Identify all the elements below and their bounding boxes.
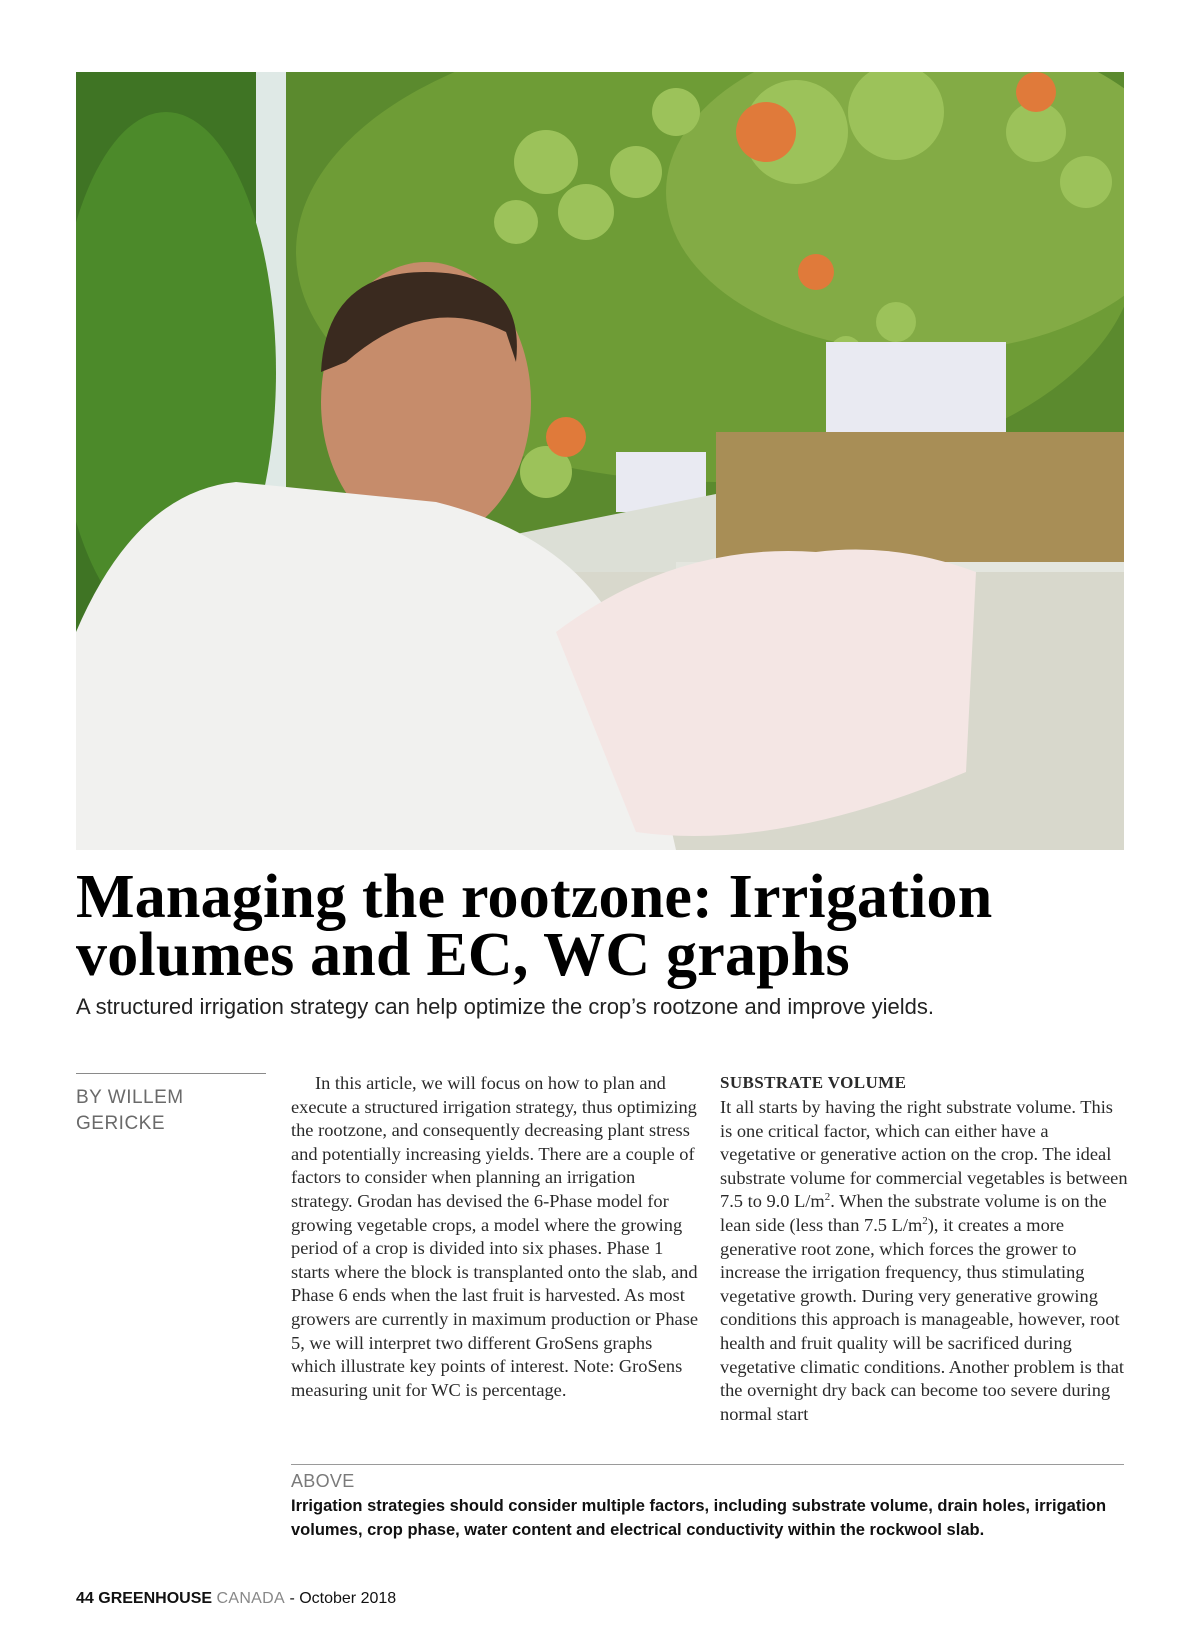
greenhouse-photo-icon <box>76 72 1124 850</box>
byline-divider <box>76 1073 266 1074</box>
page-number: 44 <box>76 1590 94 1607</box>
substrate-text-c: ), it creates a more generative root zone, which forces the grower to increase the irrigation frequency, thus stimulating vegetative growth. During very generative growing conditions this approach is manageable, however, root health and fruit quality will be sacrificed during vegetative climatic conditions. Another problem is that the overnight dry back can become too severe during normal start <box>720 1214 1124 1424</box>
page-footer <box>76 1590 396 1608</box>
article-title: Managing the rootzone: Irrigation volumes and EC, WC graphs <box>76 863 993 989</box>
superscript: 2 <box>922 1214 928 1227</box>
body-column-2 <box>720 1072 1128 1426</box>
substrate-text-a: It all starts by having the right substrate volume. This is one critical factor, which can either have a vegetative or generative action on the crop. The ideal substrate volume for commercial vegetables is between 7.5 to 9.0 L/m <box>720 1097 1128 1212</box>
intro-paragraph: In this article, we will focus on how to plan and execute a structured irrigation strategy, thus optimizing the rootzone, and consequently decreasing plant stress and potentially increasing yields. There are a couple of factors to consider when planning an irrigation strategy. Grodan has devised the 6-Phase model for growing vegetable crops, a model where the growing period of a crop is divided into six phases. Phase 1 starts where the block is transplanted onto the slab, and Phase 6 ends when the last fruit is harvested. As most growers are currently in maximum production or Phase 5, we will interpret two different GroSens graphs which illustrate key points of interest. Note: GroSens measuring unit for WC is percentage. <box>291 1073 699 1400</box>
byline: BY WILLEM GERICKE <box>76 1087 184 1134</box>
caption-label: ABOVE <box>291 1471 355 1491</box>
hero-photo <box>76 72 1124 850</box>
magazine-name: GREENHOUSE <box>98 1590 213 1607</box>
issue-date: - October 2018 <box>289 1590 397 1607</box>
superscript: 2 <box>824 1191 831 1204</box>
article-subtitle: A structured irrigation strategy can help optimize the crop’s rootzone and improve yields. <box>76 994 935 1019</box>
caption-text: Irrigation strategies should consider multiple factors, including substrate volume, drain holes, irrigation volumes, crop phase, water content and electrical conductivity within the rockwool slab. <box>291 1497 1107 1539</box>
caption-divider <box>291 1464 1124 1465</box>
substrate-text-b: . When the substrate volume is on the lean side (less than 7.5 L/m <box>720 1191 1107 1235</box>
magazine-name-secondary: CANADA <box>216 1590 285 1607</box>
body-column-1 <box>291 1072 699 1402</box>
section-heading: SUBSTRATE VOLUME <box>720 1073 907 1092</box>
substrate-paragraph <box>720 1096 1128 1426</box>
